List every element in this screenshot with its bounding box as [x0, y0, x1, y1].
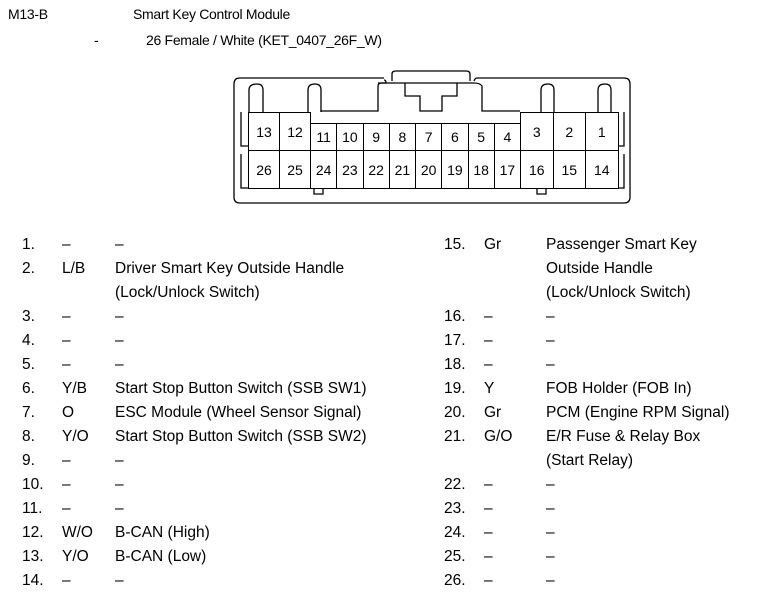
wire-color: O — [62, 404, 75, 421]
pin-cell-17: 17 — [494, 150, 521, 189]
pin-description: Passenger Smart Key — [546, 236, 697, 253]
pin-row — [444, 329, 729, 353]
wire-color: – — [62, 356, 71, 373]
pin-cell-5: 5 — [468, 123, 495, 151]
wire-color: – — [62, 572, 71, 589]
pin-number: 6. — [22, 380, 35, 397]
pin-number: 26. — [444, 572, 466, 589]
wire-color: – — [484, 356, 493, 373]
pin-row — [22, 497, 367, 521]
pin-cell-26: 26 — [248, 150, 280, 189]
pin-number: 7. — [22, 404, 35, 421]
pin-cell-22: 22 — [363, 150, 390, 189]
pin-row — [444, 569, 729, 593]
pin-row — [22, 473, 367, 497]
pin-description: – — [115, 452, 124, 469]
wire-color: W/O — [62, 524, 93, 541]
spacer — [484, 449, 546, 473]
wire-color: – — [62, 308, 71, 325]
pin-cell-14: 14 — [585, 150, 619, 189]
pin-cell-16: 16 — [520, 150, 554, 189]
wire-color: – — [484, 524, 493, 541]
spacer — [484, 281, 546, 305]
pin-cell-12: 12 — [279, 112, 311, 151]
wire-color: Gr — [484, 236, 502, 253]
spacer — [444, 257, 484, 281]
pin-row — [22, 521, 367, 545]
pin-description: – — [546, 332, 555, 349]
pin-number: 15. — [444, 236, 466, 253]
pin-description: (Lock/Unlock Switch) — [115, 284, 260, 301]
wire-color: – — [484, 308, 493, 325]
pin-cell-10: 10 — [336, 123, 363, 151]
pin-description: (Lock/Unlock Switch) — [546, 284, 691, 301]
pin-cell-25: 25 — [279, 150, 311, 189]
pin-cell-11: 11 — [310, 123, 337, 151]
pin-row — [444, 425, 729, 449]
pin-description: – — [115, 356, 124, 373]
pin-list-right — [444, 233, 729, 593]
pin-description: – — [546, 524, 555, 541]
spacer — [484, 257, 546, 281]
pin-number: 22. — [444, 476, 466, 493]
wire-color: – — [484, 332, 493, 349]
pin-number: 21. — [444, 428, 466, 445]
pin-description: – — [115, 236, 124, 253]
pin-number: 14. — [22, 572, 44, 589]
pin-number: 19. — [444, 380, 466, 397]
spacer — [444, 281, 484, 305]
pin-number: 9. — [22, 452, 35, 469]
wire-color: – — [62, 332, 71, 349]
pin-description: ESC Module (Wheel Sensor Signal) — [115, 404, 362, 421]
pin-cell-20: 20 — [415, 150, 442, 189]
wire-color: Y — [484, 380, 495, 397]
pin-list-left — [22, 233, 367, 593]
pin-number: 17. — [444, 332, 466, 349]
pin-row — [444, 281, 729, 305]
pin-number: 13. — [22, 548, 44, 565]
pin-number: 11. — [22, 500, 43, 517]
pin-row — [22, 353, 367, 377]
pin-description: B-CAN (Low) — [115, 548, 207, 565]
pin-number: 24. — [444, 524, 466, 541]
pin-description: – — [115, 332, 124, 349]
pin-row — [444, 545, 729, 569]
pin-row — [22, 401, 367, 425]
pin-number: 1. — [22, 236, 35, 253]
pin-description: B-CAN (High) — [115, 524, 210, 541]
pin-cell-21: 21 — [389, 150, 416, 189]
pin-row — [444, 305, 729, 329]
pin-cell-23: 23 — [336, 150, 363, 189]
pin-cell-8: 8 — [389, 123, 416, 151]
pin-description: – — [546, 500, 555, 517]
spacer — [444, 449, 484, 473]
pin-row — [22, 281, 367, 305]
pin-cell-24: 24 — [310, 150, 337, 189]
pin-description: – — [115, 572, 124, 589]
pin-description: – — [546, 548, 555, 565]
pin-number: 5. — [22, 356, 35, 373]
pin-number: 16. — [444, 308, 466, 325]
pin-number: 25. — [444, 548, 466, 565]
wire-color: – — [62, 476, 71, 493]
pin-row — [22, 425, 367, 449]
pin-row — [22, 545, 367, 569]
wire-color: – — [484, 572, 493, 589]
wire-color: – — [62, 236, 71, 253]
wire-color: – — [62, 500, 71, 517]
pin-row — [444, 377, 729, 401]
pin-row — [444, 449, 729, 473]
pin-row — [22, 257, 367, 281]
pin-description: – — [115, 500, 124, 517]
spacer — [62, 281, 115, 305]
pin-description: – — [115, 308, 124, 325]
pin-cell-13: 13 — [248, 112, 280, 151]
pin-cell-6: 6 — [441, 123, 468, 151]
wire-color: G/O — [484, 428, 513, 445]
wire-color: – — [484, 548, 493, 565]
pin-row — [444, 257, 729, 281]
connector-description: 26 Female / White (KET_0407_26F_W) — [146, 32, 382, 48]
pin-row — [444, 233, 729, 257]
pin-description: PCM (Engine RPM Signal) — [546, 404, 730, 421]
pin-row — [22, 329, 367, 353]
pin-cell-9: 9 — [363, 123, 390, 151]
pin-number: 4. — [22, 332, 35, 349]
pin-description: Outside Handle — [546, 260, 653, 277]
wire-color: L/B — [62, 260, 86, 277]
wire-color: Y/O — [62, 548, 89, 565]
wire-color: – — [62, 452, 71, 469]
connector-code: M13-B — [8, 6, 48, 22]
pin-description: Start Stop Button Switch (SSB SW1) — [115, 380, 367, 397]
connector-outline — [0, 0, 781, 240]
pin-row — [22, 569, 367, 593]
pin-description: E/R Fuse & Relay Box — [546, 428, 701, 445]
pin-description: – — [546, 356, 555, 373]
pin-description: FOB Holder (FOB In) — [546, 380, 692, 397]
pin-cell-15: 15 — [553, 150, 587, 189]
pin-row — [22, 377, 367, 401]
wire-color: – — [484, 476, 493, 493]
pin-row — [444, 401, 729, 425]
pin-cell-7: 7 — [415, 123, 442, 151]
pin-cell-3: 3 — [520, 112, 554, 151]
pin-description: Driver Smart Key Outside Handle — [115, 260, 345, 277]
module-title: Smart Key Control Module — [133, 6, 290, 22]
pin-description: Start Stop Button Switch (SSB SW2) — [115, 428, 367, 445]
spacer — [22, 281, 62, 305]
pin-number: 20. — [444, 404, 466, 421]
pin-description: – — [546, 476, 555, 493]
pin-number: 23. — [444, 500, 466, 517]
pin-number: 12. — [22, 524, 44, 541]
pin-description: (Start Relay) — [546, 452, 633, 469]
pin-row — [22, 233, 367, 257]
pin-row — [444, 473, 729, 497]
pin-cell-4: 4 — [494, 123, 521, 151]
pin-number: 8. — [22, 428, 35, 445]
pin-cell-1: 1 — [585, 112, 619, 151]
pin-cell-19: 19 — [441, 150, 468, 189]
pin-row — [444, 521, 729, 545]
pin-cell-2: 2 — [553, 112, 587, 151]
pin-row — [22, 305, 367, 329]
bullet: - — [94, 32, 99, 48]
wire-color: Y/O — [62, 428, 89, 445]
pin-description: – — [115, 476, 124, 493]
wire-color: Gr — [484, 404, 502, 421]
pin-description: – — [546, 572, 555, 589]
pin-row — [22, 449, 367, 473]
pin-description: – — [546, 308, 555, 325]
pin-number: 3. — [22, 308, 35, 325]
pin-cell-18: 18 — [468, 150, 495, 189]
pin-row — [444, 497, 729, 521]
pin-number: 10. — [22, 476, 44, 493]
wire-color: Y/B — [62, 380, 87, 397]
pin-number: 2. — [22, 260, 35, 277]
pin-number: 18. — [444, 356, 466, 373]
pin-row — [444, 353, 729, 377]
wire-color: – — [484, 500, 493, 517]
